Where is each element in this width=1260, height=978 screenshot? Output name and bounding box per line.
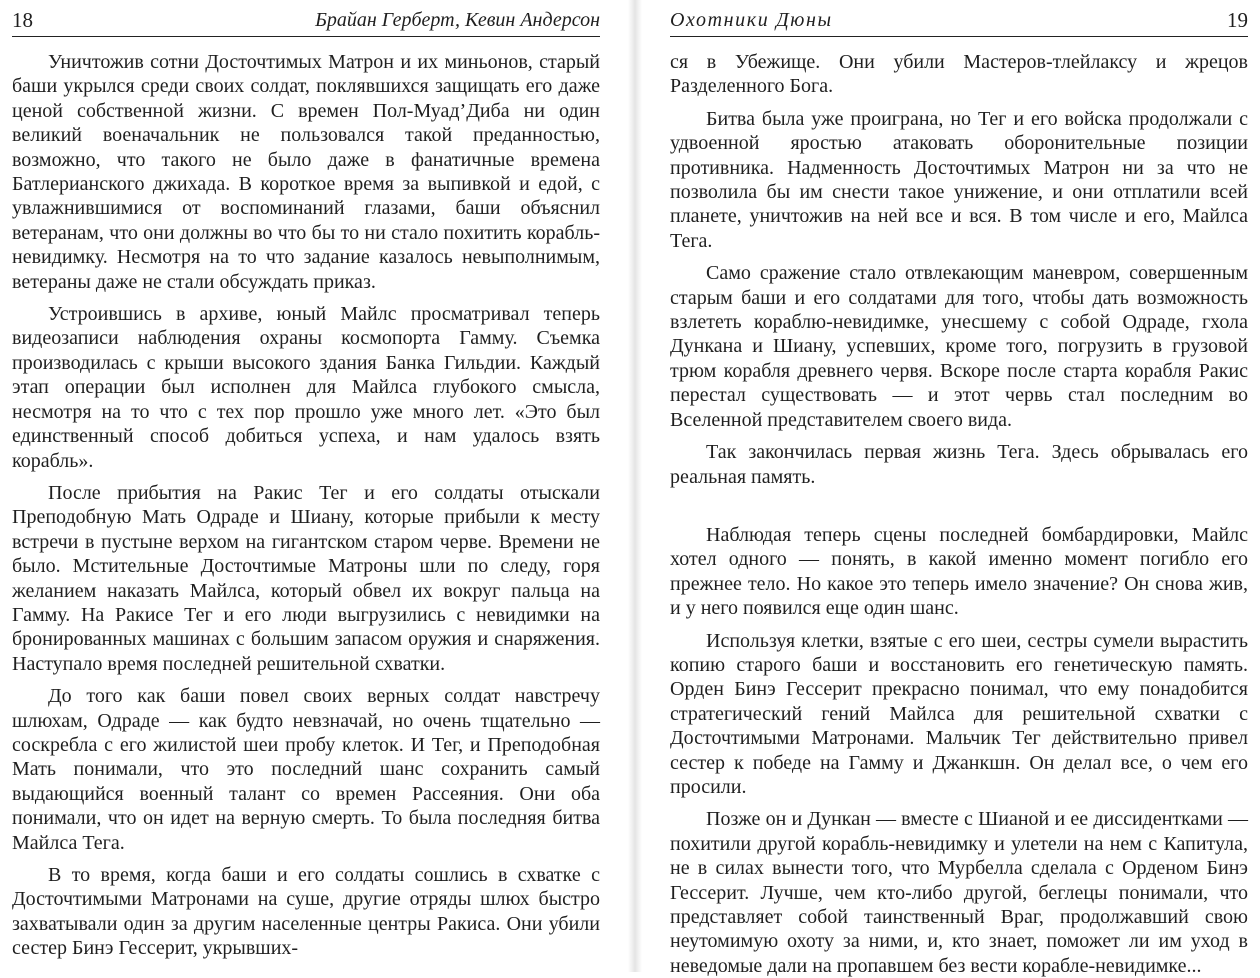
running-title-book: Охотники Дюны <box>670 9 833 31</box>
paragraph: Устроившись в архиве, юный Майлс просматривал теперь видеозаписи наблюдения охраны космопорта Гамму. Съемка производилась с крыши высокого здания Банка Гильдии. Каждый этап операции был исполнен для Майлса глубокого смысла, несмотря на то что с тех пор прошло уже много лет. «Это был единственный способ добиться успеха, и нам удалось взять корабль». <box>12 303 600 472</box>
running-title-authors: Брайан Герберт, Кевин Андерсон <box>315 9 600 31</box>
left-page <box>0 0 620 972</box>
paragraph: Используя клетки, взятые с его шеи, сестры сумели вырастить копию старого баши и восстановить его генетическую память. Орден Бинэ Гессерит прекрасно понимал, что ему понадобится стратегический гений Майлса для решительной схватки с Досточтимыми Матронами. Мальчик Тег действительно привел сестер к победе на Гамму и Джанкшн. Он делал все, о чем его просили. <box>670 629 1248 798</box>
paragraph: Позже он и Дункан — вместе с Шианой и ее диссидентками — похитили другой корабль-невидимку и улетели на нем с Капитула, не в силах вынести того, что Мурбелла сделала с Орденом Бинэ Гессерит. Лучше, чем кто-либо другой, беглецы понимали, что представляет собой таинственный Враг, продолжавший свою неутомимую охоту за ними, и, кто знает, поможет ли им уход в неведомые дали на пропавшем без вести корабле-невидимке... <box>670 808 1248 977</box>
paragraph: Так закончилась первая жизнь Тега. Здесь обрывалась его реальная память. <box>670 441 1248 488</box>
paragraph: Уничтожив сотни Досточтимых Матрон и их миньонов, старый баши укрылся среди своих солдат, поклявшихся защищать его даже ценой собственной жизни. С времен Пол-Муад’Диба ни один великий военачальник не пользовался такой преданностью, возможно, что такого не было даже в фанатичные времена Батлерианского джихада. В короткое время за выпивкой и едой, с увлажнившимися от воспоминаний глазами, баши объяснил ветеранам, что они должны во что бы то ни стало похитить корабль-невидимку. Несмотря на то что задание казалось невыполнимым, ветераны даже не стали обсуждать приказ. <box>12 51 600 293</box>
paragraph: После прибытия на Ракис Тег и его солдаты отыскали Преподобную Мать Одраде и Шиану, которые прибыли к месту встречи в пустыне верхом на гигантском старом черве. Времени не было. Мстительные Досточтимые Матроны шли по следу, горя желанием наказать Майлса, который обвел их вокруг пальца на Гамму. На Ракисе Тег и его люди выгрузились с невидимки на бронированных машинах с большим запасом оружия и снаряжения. Наступало время последней решительной схватки. <box>12 481 600 675</box>
header-rule-left <box>12 36 600 37</box>
continued-paragraph: ся в Убежище. Они убили Мастеров-тлейлаксу и жрецов Разделенного Бога. <box>670 51 1248 98</box>
page-number-left: 18 <box>12 8 33 32</box>
paragraph: Само сражение стало отвлекающим маневром, совершенным старым баши и его солдатами для того, чтобы дать возможность взлететь кораблю-невидимке, унесшему с собой Одраде, гхола Дункана и Шиану, успевших, кроме того, погрузить в грузовой трюм корабля древнего червя. Вскоре после старта корабля Ракис перестал существовать — и этот червь стал последним во Вселенной представителем своего вида. <box>670 262 1248 431</box>
paragraph: Наблюдая теперь сцены последней бомбардировки, Майлс хотел одного — понять, в какой именно момент погибло его прежнее тело. Но какое это теперь имело значение? Он снова жив, и у него появился еще один шанс. <box>670 523 1248 620</box>
right-page <box>650 0 1260 977</box>
paragraph: Битва была уже проиграна, но Тег и его войска продолжали с удвоенной яростью атаковать оборонительные позиции противника. Надменность Досточтимых Матрон ни за что не позволила бы им снести такое унижение, и они отплатили всей планете, уничтожив на ней все и вся. В том числе и его, Майлса Тега. <box>670 107 1248 252</box>
book-gutter <box>628 0 642 972</box>
right-page-header <box>670 6 1248 34</box>
left-page-header <box>12 6 600 34</box>
page-number-right: 19 <box>1227 8 1248 32</box>
paragraph: В то время, когда баши и его солдаты сошлись в схватке с Досточтимыми Матронами на суше, другие отряды шлюх быстро захватывали один за другим населенные центры Ракиса. Они убили сестер Бинэ Гессерит, укрывших- <box>12 864 600 960</box>
paragraph: До того как баши повел своих верных солдат навстречу шлюхам, Одраде — как будто невзначай, но очень тщательно — соскребла с его жилистой шеи пробу клеток. И Тег, и Преподобная Мать понимали, что это последний шанс сохранить самый выдающийся военный талант со времен Рассеяния. Они оба понимали, что он идет на верную смерть. То была последняя битва Майлса Тега. <box>12 685 600 854</box>
header-rule-right <box>670 36 1248 37</box>
left-page-body <box>12 50 600 961</box>
right-page-body <box>670 50 1248 978</box>
